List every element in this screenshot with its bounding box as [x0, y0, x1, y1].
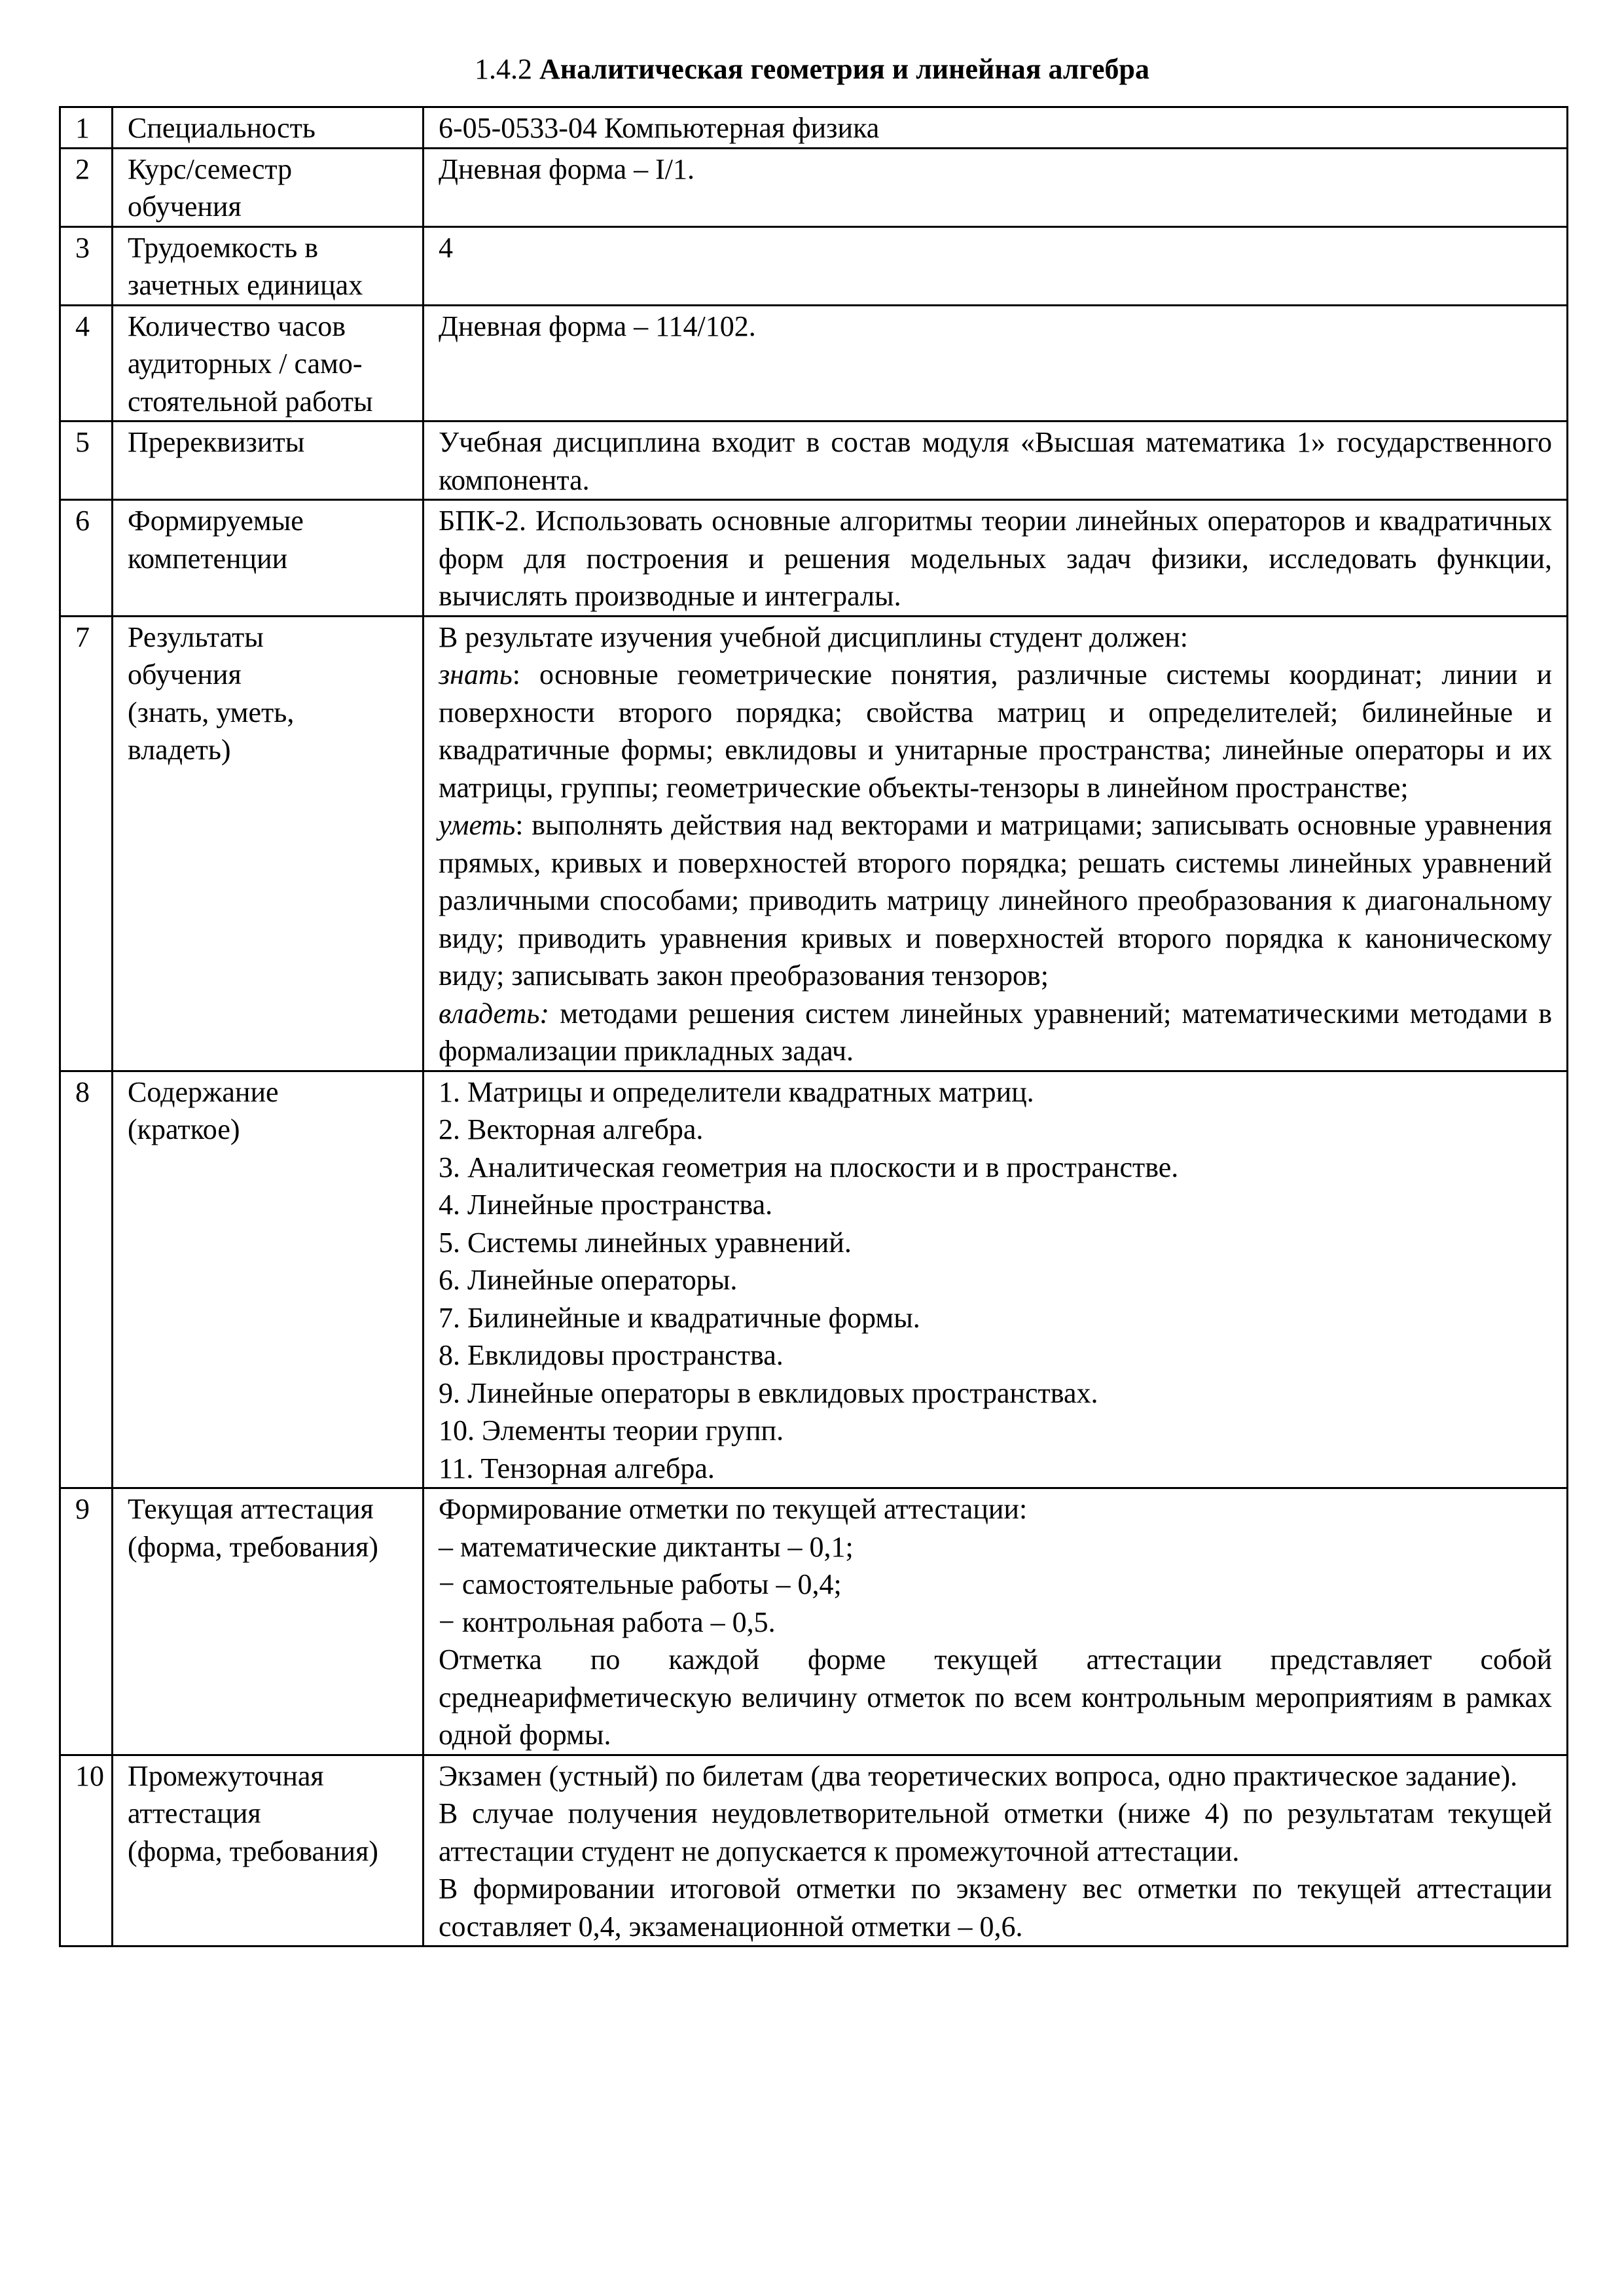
table-row [60, 1488, 1568, 1755]
row-label-line: обучения [128, 190, 242, 223]
content-item: 11. Тензорная алгебра. [439, 1452, 715, 1484]
assessment-line: − контрольная работа – 0,5. [439, 1605, 776, 1638]
row-label-line: (краткое) [128, 1113, 240, 1145]
table-row [60, 1755, 1568, 1946]
outcomes-can [439, 806, 1552, 995]
content-item: 5. Системы линейных уравнений. [439, 1226, 852, 1259]
exam-paragraph: В случае получения неудовлетворительной отметки (ниже 4) по результатам текущей аттестации студент не допускается к промежуточной аттестации. [439, 1797, 1552, 1867]
row-label [113, 1488, 424, 1755]
row-label-line: Содержание [128, 1075, 279, 1108]
row-label-line: зачетных единицах [128, 269, 363, 301]
row-number: 2 [60, 148, 113, 226]
row-label-line: Пререквизиты [128, 426, 305, 458]
row-label-line: Трудоемкость в [128, 231, 318, 264]
row-label [113, 226, 424, 305]
row-number: 4 [60, 305, 113, 422]
content-item: 2. Векторная алгебра. [439, 1113, 704, 1145]
content-item: 4. Линейные пространства. [439, 1189, 773, 1221]
row-value [424, 226, 1568, 305]
own-label: владеть: [439, 997, 550, 1030]
row-value [424, 1488, 1568, 1755]
row-label-line: Количество часов [128, 310, 346, 342]
row-value [424, 422, 1568, 500]
table-row [60, 305, 1568, 422]
row-label [113, 107, 424, 149]
row-label-line: (знать, уметь, [128, 696, 295, 728]
row-label-line: Текущая аттестация [128, 1493, 374, 1525]
row-label-line: обучения [128, 658, 242, 691]
table-row [60, 616, 1568, 1071]
value-line: Дневная форма – I/1. [439, 152, 695, 185]
row-label [113, 305, 424, 422]
content-item: 10. Элементы теории групп. [439, 1414, 784, 1446]
assessment-line: Формирование отметки по текущей аттестации: [439, 1493, 1028, 1525]
row-label-line: Промежуточная [128, 1759, 324, 1792]
section-title: Аналитическая геометрия и линейная алгебра [539, 53, 1150, 85]
can-text: : выполнять действия над векторами и матрицами; записывать основные уравнения прямых, кривых и поверхностей второго порядка; решать системы линейных уравнений различными способами; приводить матрицу линейного преобразования к диагональному виду; приводить уравнения кривых и поверхностей второго порядка к каноническому виду; записывать закон преобразования тензоров; [439, 809, 1552, 992]
row-number: 7 [60, 616, 113, 1071]
row-label-line: стоятельной работы [128, 385, 373, 418]
exam-paragraph: В формировании итоговой отметки по экзамену вес отметки по текущей аттестации составляет 0,4, экзаменационной отметки – 0,6. [439, 1873, 1552, 1943]
row-label-line: Курс/семестр [128, 152, 293, 185]
table-row [60, 500, 1568, 617]
course-description-table [59, 106, 1568, 1947]
row-number: 6 [60, 500, 113, 617]
section-number: 1.4.2 [474, 53, 532, 85]
row-label-line: (форма, требования) [128, 1835, 378, 1867]
value-line: 6-05-0533-04 Компьютерная физика [439, 112, 880, 144]
row-label-line: (форма, требования) [128, 1530, 378, 1563]
row-label [113, 422, 424, 500]
value-paragraph: Учебная дисциплина входит в состав модуля «Высшая математика 1» государственного компонента. [439, 426, 1552, 496]
table-row [60, 1071, 1568, 1488]
outcomes-intro: В результате изучения учебной дисциплины студент должен: [439, 620, 1189, 653]
assessment-note: Отметка по каждой форме текущей аттестации представляет собой среднеарифметическую величину отметок по всем контрольным мероприятиям в рамках одной формы. [439, 1643, 1552, 1751]
row-label-line: Формируемые [128, 505, 304, 537]
content-item: 8. Евклидовы пространства. [439, 1339, 784, 1371]
table-row [60, 107, 1568, 149]
row-label [113, 1755, 424, 1946]
row-value [424, 107, 1568, 149]
row-label-line: Специальность [128, 112, 316, 144]
can-label: уметь [439, 809, 516, 841]
know-label: знать [439, 658, 513, 691]
table-row [60, 422, 1568, 500]
row-number: 3 [60, 226, 113, 305]
row-number: 8 [60, 1071, 113, 1488]
row-label-line: аттестация [128, 1797, 261, 1829]
row-label-line: аудиторных / само- [128, 348, 363, 380]
table-row [60, 226, 1568, 305]
content-item: 7. Билинейные и квадратичные формы. [439, 1301, 920, 1334]
value-paragraph: БПК-2. Использовать основные алгоритмы теории линейных операторов и квадратичных форм для построения и решения модельных задач физики, исследовать функции, вычислять производные и интегралы. [439, 505, 1552, 612]
content-item: 1. Матрицы и определители квадратных матриц. [439, 1075, 1034, 1108]
row-number: 5 [60, 422, 113, 500]
row-value [424, 1071, 1568, 1488]
row-label [113, 500, 424, 617]
row-label-line: компетенции [128, 542, 288, 575]
row-number: 9 [60, 1488, 113, 1755]
row-label-line: владеть) [128, 734, 231, 766]
row-number: 10 [60, 1755, 113, 1946]
row-value [424, 148, 1568, 226]
content-item: 9. Линейные операторы в евклидовых пространствах. [439, 1376, 1098, 1409]
assessment-line: – математические диктанты – 0,1; [439, 1530, 854, 1563]
page-title [0, 51, 1624, 88]
know-text: : основные геометрические понятия, различные системы координат; линии и поверхности второго порядка; свойства матриц и определителей; билинейные и квадратичные формы; евклидовы и унитарные пространства; линейные операторы и их матрицы, группы; геометрические объекты-тензоры в линейном пространстве; [439, 658, 1552, 804]
row-value [424, 616, 1568, 1071]
own-text: методами решения систем линейных уравнений; математическими методами в формализации прикладных задач. [439, 997, 1552, 1067]
row-value [424, 1755, 1568, 1946]
content-item: 6. Линейные операторы. [439, 1264, 738, 1296]
row-label-line: Результаты [128, 620, 264, 653]
row-label [113, 1071, 424, 1488]
row-value [424, 305, 1568, 422]
assessment-line: − самостоятельные работы – 0,4; [439, 1568, 842, 1600]
row-value [424, 500, 1568, 617]
row-label [113, 616, 424, 1071]
row-number: 1 [60, 107, 113, 149]
row-label [113, 148, 424, 226]
exam-paragraph: Экзамен (устный) по билетам (два теоретических вопроса, одно практическое задание). [439, 1759, 1518, 1792]
value-line: Дневная форма – 114/102. [439, 310, 756, 342]
value-line: 4 [439, 231, 453, 264]
outcomes-own [439, 995, 1552, 1070]
content-item: 3. Аналитическая геометрия на плоскости и в пространстве. [439, 1151, 1179, 1183]
table-row [60, 148, 1568, 226]
outcomes-know [439, 656, 1552, 806]
